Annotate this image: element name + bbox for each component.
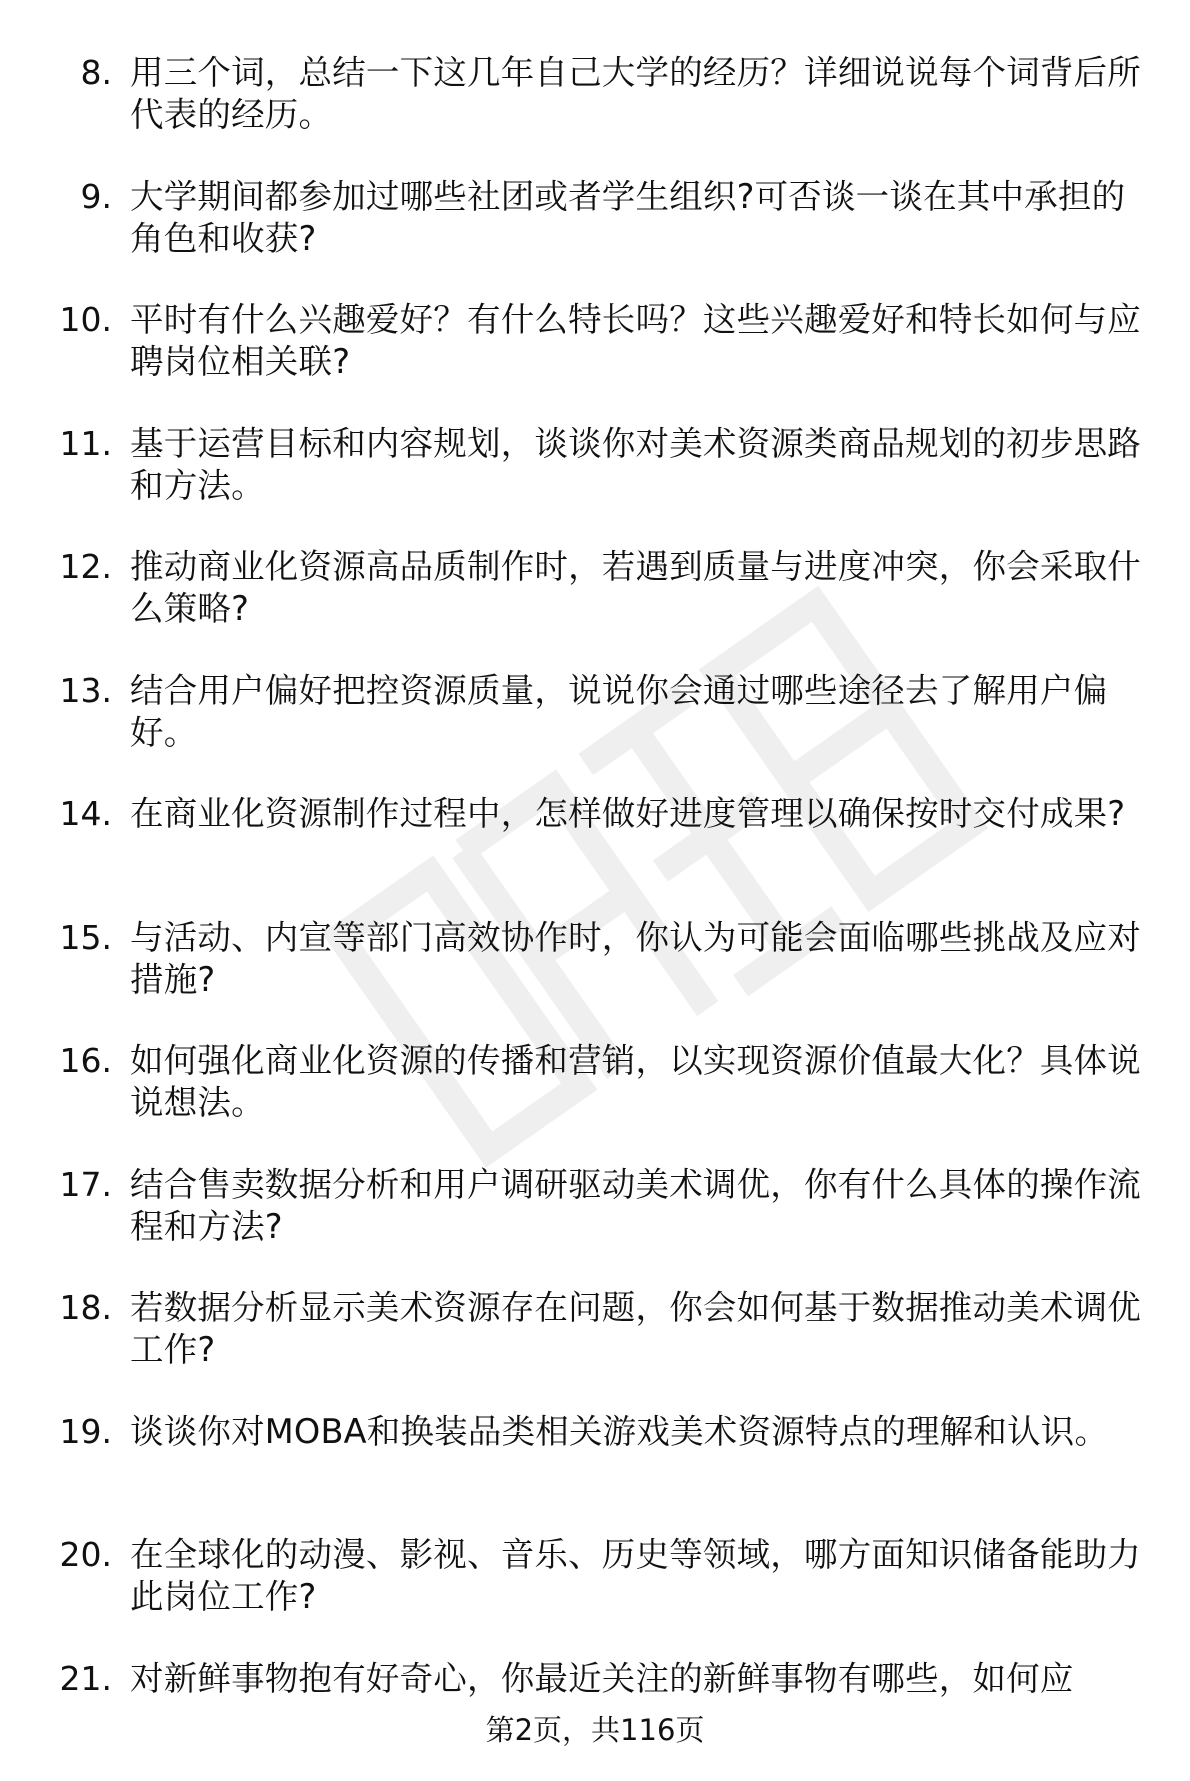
- question-number: 10.: [60, 299, 112, 341]
- question-number: 21.: [60, 1658, 112, 1700]
- question-text: 若数据分析显示美术资源存在问题，你会如何基于数据推动美术调优工作?: [130, 1287, 1150, 1371]
- question-number: 16.: [60, 1040, 112, 1082]
- question-text: 大学期间都参加过哪些社团或者学生组织?可否谈一谈在其中承担的角色和收获?: [130, 176, 1150, 260]
- question-text: 结合用户偏好把控资源质量，说说你会通过哪些途径去了解用户偏好。: [130, 670, 1150, 754]
- question-number: 14.: [60, 793, 112, 835]
- list-item: [0, 1411, 1190, 1535]
- list-item: [0, 1164, 1190, 1288]
- question-text: 谈谈你对MOBA和换装品类相关游戏美术资源特点的理解和认识。: [130, 1411, 1150, 1453]
- question-text: 如何强化商业化资源的传播和营销，以实现资源价值最大化？具体说说想法。: [130, 1040, 1150, 1124]
- question-text: 结合售卖数据分析和用户调研驱动美术调优，你有什么具体的操作流程和方法?: [130, 1164, 1150, 1248]
- question-number: 12.: [60, 546, 112, 588]
- list-item: [0, 176, 1190, 300]
- question-number: 11.: [60, 423, 112, 465]
- question-text: 平时有什么兴趣爱好？有什么特长吗？这些兴趣爱好和特长如何与应聘岗位相关联?: [130, 299, 1150, 383]
- list-item: [0, 1040, 1190, 1164]
- question-number: 19.: [60, 1411, 112, 1453]
- question-number: 13.: [60, 670, 112, 712]
- question-number: 20.: [60, 1534, 112, 1576]
- list-item: [0, 793, 1190, 917]
- question-number: 17.: [60, 1164, 112, 1206]
- page-number-footer: 第2页，共116页: [0, 1712, 1190, 1748]
- question-text: 对新鲜事物抱有好奇心，你最近关注的新鲜事物有哪些，如何应: [130, 1658, 1150, 1700]
- question-text: 推动商业化资源高品质制作时，若遇到质量与进度冲突，你会采取什么策略?: [130, 546, 1150, 630]
- question-list: [0, 52, 1190, 1781]
- list-item: [0, 670, 1190, 794]
- question-text: 在全球化的动漫、影视、音乐、历史等领域，哪方面知识储备能助力此岗位工作?: [130, 1534, 1150, 1618]
- question-number: 8.: [81, 52, 113, 94]
- list-item: [0, 917, 1190, 1041]
- list-item: [0, 423, 1190, 547]
- list-item: [0, 1287, 1190, 1411]
- question-number: 15.: [60, 917, 112, 959]
- question-text: 在商业化资源制作过程中，怎样做好进度管理以确保按时交付成果?: [130, 793, 1150, 835]
- question-number: 9.: [81, 176, 113, 218]
- list-item: [0, 1534, 1190, 1658]
- question-text: 基于运营目标和内容规划，谈谈你对美术资源类商品规划的初步思路和方法。: [130, 423, 1150, 507]
- list-item: [0, 299, 1190, 423]
- list-item: [0, 52, 1190, 176]
- question-text: 与活动、内宣等部门高效协作时，你认为可能会面临哪些挑战及应对措施?: [130, 917, 1150, 1001]
- list-item: [0, 546, 1190, 670]
- question-text: 用三个词，总结一下这几年自己大学的经历？详细说说每个词背后所代表的经历。: [130, 52, 1150, 136]
- question-number: 18.: [60, 1287, 112, 1329]
